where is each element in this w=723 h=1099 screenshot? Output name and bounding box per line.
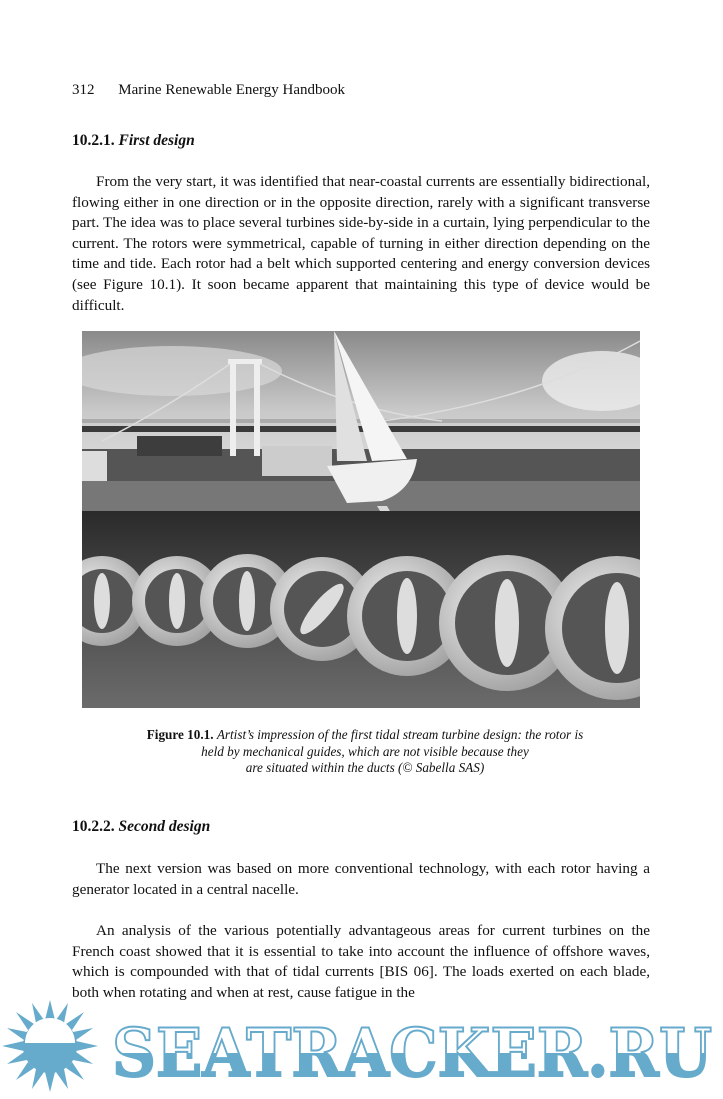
section-heading-first-design: [72, 132, 195, 150]
section-title: Second design: [118, 818, 211, 835]
caption-line-2: held by mechanical guides, which are not visible because they: [201, 743, 529, 759]
watermark-text: SEATRACKER.RU: [112, 1014, 712, 1092]
paragraph-first-design: From the very start, it was identified that near-coastal currents are essentially bidirectional, flowing either in one direction or in the opposite direction, rarely with a significant transverse part. The idea was to place several turbines side-by-side in a curtain, lying perpendicular to the current. The rotors were symmetrical, capable of turning in either direction depending on the time and tide. Each rotor had a belt which supported centering and energy conversion devices (see Figure 10.1). It soon became apparent that maintaining this type of device would be difficult.: [72, 173, 650, 314]
watermark: [0, 1000, 723, 1094]
figure-label: Figure 10.1.: [146, 727, 214, 742]
figure-caption: [80, 727, 650, 777]
caption-line-3: are situated within the ducts (© Sabella SAS): [245, 760, 485, 775]
caption-line-1: Artist’s impression of the first tidal stream turbine design: the rotor is: [216, 727, 584, 742]
section-number: 10.2.1.: [72, 132, 115, 149]
paragraph-second-design-2: An analysis of the various potentially advantageous areas for current turbines on the French coast showed that it is essential to take into account the influence of offshore waves, which is compounded with that of tidal currents [BIS 06]. The loads exerted on each blade, both when rotating and when at rest, cause fatigue in the: [72, 922, 650, 1001]
paragraph-second-design-1: The next version was based on more conventional technology, with each rotor having a generator located in a central nacelle.: [72, 860, 650, 898]
section-number: 10.2.2.: [72, 818, 115, 835]
page-number: 312: [72, 82, 95, 98]
section-title: First design: [118, 132, 195, 149]
sun-logo-icon: [0, 1000, 723, 1094]
running-head: [72, 82, 345, 99]
section-heading-second-design: [72, 818, 210, 836]
turbine-illustration: [82, 331, 640, 708]
book-title: Marine Renewable Energy Handbook: [118, 82, 345, 98]
figure-image: [82, 331, 640, 708]
